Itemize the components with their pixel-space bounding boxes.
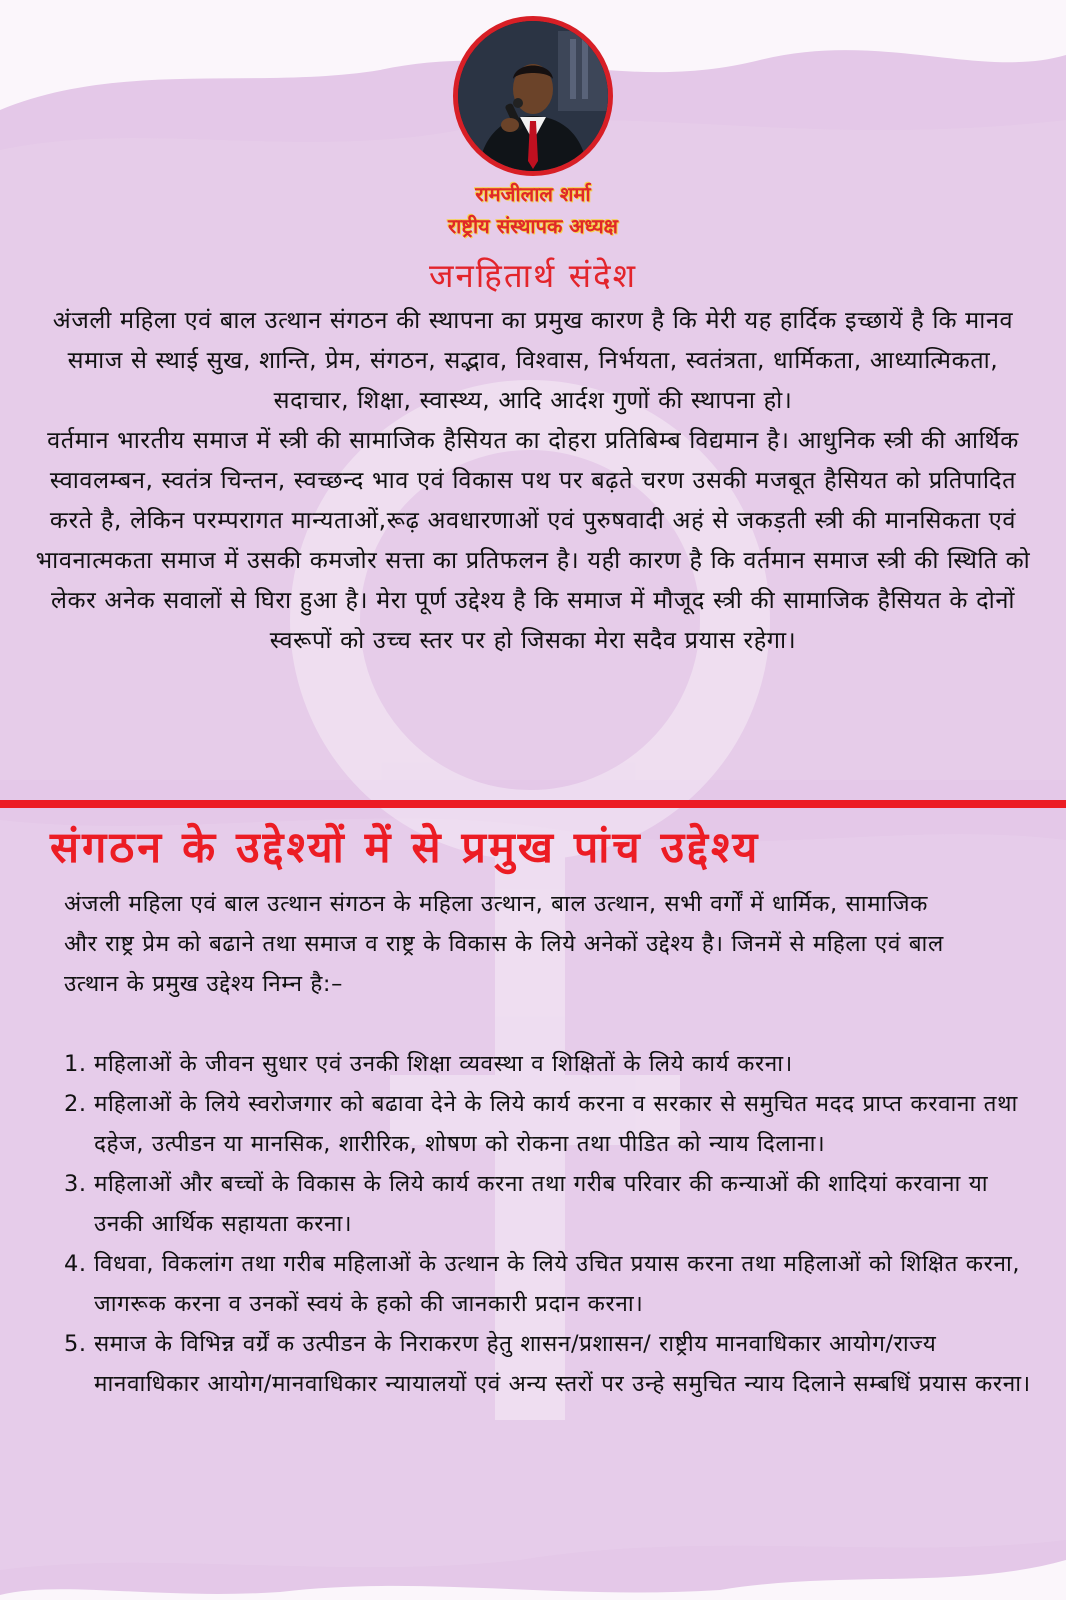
list-item <box>64 1324 1044 1404</box>
objectives-title: संगठन के उद्देश्यों में से प्रमुख पांच उद्देश्य <box>50 823 761 873</box>
objectives-intro: अंजली महिला एवं बाल उत्थान संगठन के महिला उत्थान, बाल उत्थान, सभी वर्गों में धार्मिक, सामाजिक और राष्ट्र प्रेम को बढाने तथा समाज व राष्ट्र के विकास के लिये अनेकों उद्देश्य है। जिनमें से महिला एवं बाल उत्थान के प्रमुख उद्देश्य निम्न है:– <box>64 891 944 997</box>
list-item <box>64 1164 1044 1244</box>
item-number: 1. <box>64 1051 87 1077</box>
message-body <box>30 300 1036 660</box>
list-item <box>64 1084 1044 1164</box>
founder-designation: राष्ट्रीय संस्थापक अध्यक्ष <box>447 214 619 238</box>
item-text: महिलाओं के जीवन सुधार एवं उनकी शिक्षा व्यवस्था व शिक्षितों के लिये कार्य करना। <box>94 1051 793 1077</box>
message-paragraph-2: वर्तमान भारतीय समाज में स्त्री की सामाजिक हैसियत का दोहरा प्रतिबिम्ब विद्यमान है। आधुनिक स्त्री की आर्थिक स्वावलम्बन, स्वतंत्र चिन्तन, स्वच्छन्द भाव एवं विकास पथ पर बढ़ते चरण उसकी मजबूत हैसियत को प्रतिपादित करते है, लेकिन परम्परागत मान्यताओं,रूढ़ अवधारणाओं एवं पुरुषवादी अहं से जकड़ती स्त्री की मानसिकता एवं भावनात्मकता समाज में उसकी कमजोर सत्ता का प्रतिफलन है। यही कारण है कि वर्तमान समाज स्त्री की स्थिति को लेकर अनेक सवालों से घिरा हुआ है। मेरा पूर्ण उद्देश्य है कि समाज में मौजूद स्त्री की सामाजिक हैसियत के दोनों स्वरूपों को उच्च स्तर पर हो जिसका मेरा सदैव प्रयास रहेगा। <box>35 426 1031 654</box>
item-text: विधवा, विकलांग तथा गरीब महिलाओं के उत्थान के लिये उचित प्रयास करना तथा महिलाओं को शिक्षित करना, जागरूक करना व उनकों स्वयं के हको की जानकारी प्रदान करना। <box>94 1251 1021 1317</box>
item-number: 4. <box>64 1251 87 1277</box>
founder-photo <box>453 16 613 176</box>
item-number: 2. <box>64 1091 87 1117</box>
item-number: 3. <box>64 1171 87 1197</box>
message-paragraph-1: अंजली महिला एवं बाल उत्थान संगठन की स्थापना का प्रमुख कारण है कि मेरी यह हार्दिक इच्छायें है कि मानव समाज से स्थाई सुख, शान्ति, प्रेम, संगठन, सद्भाव, विश्वास, निर्भयता, स्वतंत्रता, धार्मिकता, आध्यात्मिकता, सदाचार, शिक्षा, स्वास्थ्य, आदि आर्दश गुणों की स्थापना हो। <box>52 306 1014 414</box>
list-item <box>64 1044 1044 1084</box>
message-title: जनहितार्थ संदेश <box>428 256 638 295</box>
list-item <box>64 1244 1044 1324</box>
section-divider <box>0 800 1066 808</box>
item-text: महिलाओं और बच्चों के विकास के लिये कार्य करना तथा गरीब परिवार की कन्याओं की शादियां करवाना या उनकी आर्थिक सहायता करना। <box>94 1171 989 1237</box>
item-text: महिलाओं के लिये स्वरोजगार को बढावा देने के लिये कार्य करना व सरकार से समुचित मदद प्राप्त करवाना तथा दहेज, उत्पीडन या मानसिक, शारीरिक, शोषण को रोकना तथा पीडित को न्याय दिलाना। <box>94 1091 1018 1157</box>
objectives-list <box>64 1044 1044 1404</box>
founder-name: रामजीलाल शर्मा <box>475 182 591 206</box>
item-number: 5. <box>64 1331 87 1357</box>
item-text: समाज के विभिन्न वर्ग्रें क उत्पीडन के निराकरण हेतु शासन/प्रशासन/ राष्ट्रीय मानवाधिकार आयोग/राज्य मानवाधिकार आयोग/मानवाधिकार न्यायालयों एवं अन्य स्तरों पर उन्हे समुचित न्याय दिलाने सम्बधिं प्रयास करना। <box>94 1331 1031 1397</box>
